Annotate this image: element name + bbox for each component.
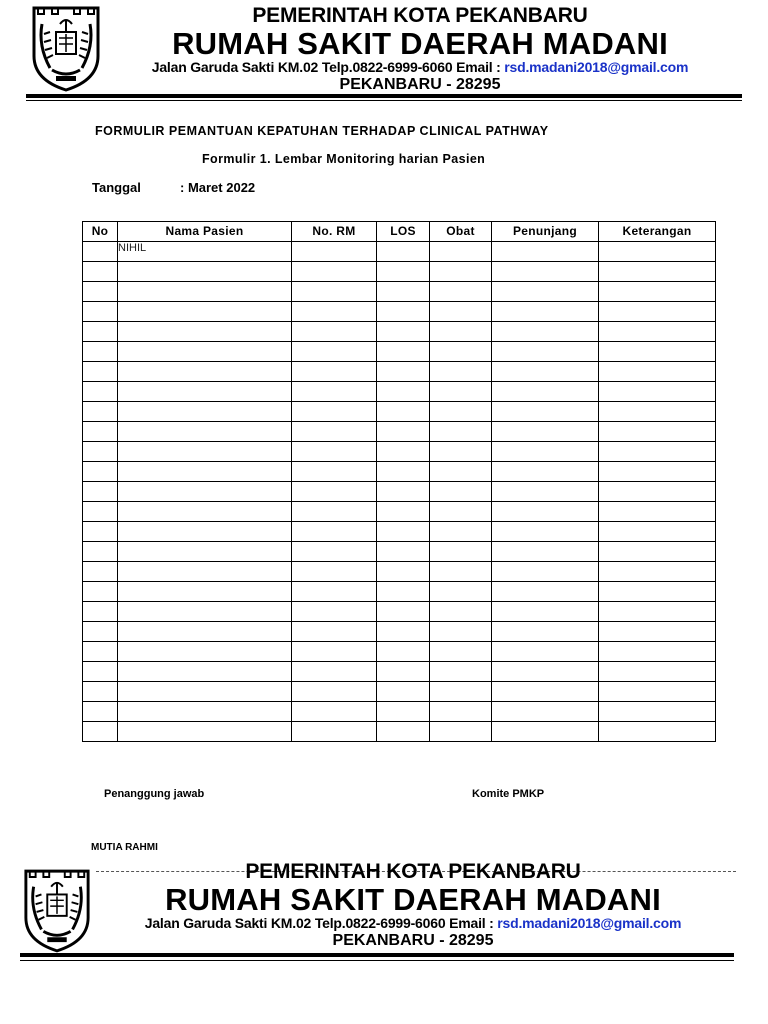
hospital-name: RUMAH SAKIT DAERAH MADANI bbox=[172, 26, 668, 61]
cell-los bbox=[377, 622, 430, 642]
cell-penunjang bbox=[492, 502, 599, 522]
hospital-address bbox=[140, 59, 700, 76]
cell-obat bbox=[430, 702, 492, 722]
cell-no-rm bbox=[292, 422, 377, 442]
cell-penunjang bbox=[492, 342, 599, 362]
cell-no bbox=[83, 482, 118, 502]
cell-nama-pasien bbox=[118, 342, 292, 362]
column-header-penunjang: Penunjang bbox=[492, 222, 599, 242]
table-row bbox=[83, 522, 716, 542]
cell-no bbox=[83, 682, 118, 702]
hospital-name: RUMAH SAKIT DAERAH MADANI bbox=[165, 882, 661, 917]
table-row bbox=[83, 282, 716, 302]
date-label: Tanggal bbox=[92, 180, 141, 195]
column-header-keterangan: Keterangan bbox=[599, 222, 716, 242]
cell-no bbox=[83, 502, 118, 522]
cell-no-rm bbox=[292, 262, 377, 282]
letterhead-rule-thin bbox=[20, 960, 734, 961]
cell-no-rm bbox=[292, 442, 377, 462]
cell-no bbox=[83, 442, 118, 462]
cell-obat bbox=[430, 302, 492, 322]
cell-keterangan bbox=[599, 302, 716, 322]
cell-obat bbox=[430, 402, 492, 422]
cell-nama-pasien bbox=[118, 382, 292, 402]
cell-penunjang bbox=[492, 382, 599, 402]
cell-no bbox=[83, 362, 118, 382]
cell-nama-pasien bbox=[118, 442, 292, 462]
cell-los bbox=[377, 262, 430, 282]
table-row bbox=[83, 542, 716, 562]
cell-no-rm bbox=[292, 382, 377, 402]
cell-los bbox=[377, 662, 430, 682]
cell-penunjang bbox=[492, 482, 599, 502]
cell-penunjang bbox=[492, 662, 599, 682]
cell-keterangan bbox=[599, 242, 716, 262]
cell-no-rm bbox=[292, 242, 377, 262]
form-subtitle: Formulir 1. Lembar Monitoring harian Pasien bbox=[202, 152, 486, 166]
cell-penunjang bbox=[492, 262, 599, 282]
cell-obat bbox=[430, 682, 492, 702]
column-header-los: LOS bbox=[377, 222, 430, 242]
cell-nama-pasien: NIHIL bbox=[118, 242, 292, 262]
column-header-nama-pasien: Nama Pasien bbox=[118, 222, 292, 242]
hospital-address bbox=[128, 915, 698, 932]
cell-no-rm bbox=[292, 562, 377, 582]
cell-no bbox=[83, 522, 118, 542]
cell-no-rm bbox=[292, 722, 377, 742]
cell-los bbox=[377, 422, 430, 442]
table-header-row bbox=[83, 222, 716, 242]
letterhead-bottom bbox=[0, 856, 768, 966]
cell-penunjang bbox=[492, 242, 599, 262]
cell-keterangan bbox=[599, 402, 716, 422]
cell-no bbox=[83, 322, 118, 342]
letterhead-top bbox=[0, 0, 768, 104]
cell-nama-pasien bbox=[118, 262, 292, 282]
table-row bbox=[83, 702, 716, 722]
cell-no-rm bbox=[292, 702, 377, 722]
cell-los bbox=[377, 542, 430, 562]
cell-obat bbox=[430, 482, 492, 502]
cell-obat bbox=[430, 502, 492, 522]
cell-nama-pasien bbox=[118, 702, 292, 722]
cell-keterangan bbox=[599, 342, 716, 362]
hospital-city: PEKANBARU - 28295 bbox=[332, 932, 494, 949]
cell-los bbox=[377, 302, 430, 322]
cell-los bbox=[377, 382, 430, 402]
cell-penunjang bbox=[492, 582, 599, 602]
cell-los bbox=[377, 322, 430, 342]
cell-penunjang bbox=[492, 422, 599, 442]
cell-no-rm bbox=[292, 302, 377, 322]
table-row bbox=[83, 582, 716, 602]
table-row bbox=[83, 242, 716, 262]
table-row bbox=[83, 442, 716, 462]
table-row bbox=[83, 502, 716, 522]
email-link[interactable]: rsd.madani2018@gmail.com bbox=[497, 915, 682, 931]
cell-no-rm bbox=[292, 522, 377, 542]
cell-no-rm bbox=[292, 402, 377, 422]
cell-no bbox=[83, 542, 118, 562]
cell-keterangan bbox=[599, 322, 716, 342]
cell-nama-pasien bbox=[118, 322, 292, 342]
cell-keterangan bbox=[599, 682, 716, 702]
cell-keterangan bbox=[599, 462, 716, 482]
cell-los bbox=[377, 502, 430, 522]
cell-keterangan bbox=[599, 722, 716, 742]
cell-no bbox=[83, 702, 118, 722]
cell-keterangan bbox=[599, 382, 716, 402]
cell-no-rm bbox=[292, 342, 377, 362]
cell-obat bbox=[430, 522, 492, 542]
cell-penunjang bbox=[492, 362, 599, 382]
government-name: PEMERINTAH KOTA PEKANBARU bbox=[245, 860, 581, 883]
cell-keterangan bbox=[599, 662, 716, 682]
cell-obat bbox=[430, 342, 492, 362]
table-row bbox=[83, 302, 716, 322]
signer-name: MUTIA RAHMI bbox=[91, 842, 158, 853]
table-row bbox=[83, 562, 716, 582]
cell-keterangan bbox=[599, 702, 716, 722]
cell-no-rm bbox=[292, 662, 377, 682]
cell-keterangan bbox=[599, 442, 716, 462]
cell-no-rm bbox=[292, 582, 377, 602]
column-header-no: No bbox=[83, 222, 118, 242]
cell-penunjang bbox=[492, 302, 599, 322]
cell-keterangan bbox=[599, 602, 716, 622]
cell-nama-pasien bbox=[118, 402, 292, 422]
cell-obat bbox=[430, 602, 492, 622]
column-header-obat: Obat bbox=[430, 222, 492, 242]
cell-nama-pasien bbox=[118, 502, 292, 522]
cell-no bbox=[83, 622, 118, 642]
table-row bbox=[83, 362, 716, 382]
cell-penunjang bbox=[492, 642, 599, 662]
table-row bbox=[83, 342, 716, 362]
table-row bbox=[83, 382, 716, 402]
cell-nama-pasien bbox=[118, 462, 292, 482]
table-row bbox=[83, 322, 716, 342]
table-row bbox=[83, 662, 716, 682]
cell-nama-pasien bbox=[118, 542, 292, 562]
table-row bbox=[83, 402, 716, 422]
cell-no bbox=[83, 242, 118, 262]
cell-obat bbox=[430, 462, 492, 482]
cell-no bbox=[83, 662, 118, 682]
email-link[interactable]: rsd.madani2018@gmail.com bbox=[504, 59, 689, 75]
cell-no-rm bbox=[292, 542, 377, 562]
government-name: PEMERINTAH KOTA PEKANBARU bbox=[252, 4, 588, 27]
cell-los bbox=[377, 442, 430, 462]
cell-los bbox=[377, 362, 430, 382]
cell-penunjang bbox=[492, 682, 599, 702]
cell-los bbox=[377, 462, 430, 482]
cell-obat bbox=[430, 362, 492, 382]
cell-nama-pasien bbox=[118, 482, 292, 502]
letterhead-rule-thick bbox=[26, 94, 742, 98]
cell-penunjang bbox=[492, 522, 599, 542]
cell-obat bbox=[430, 562, 492, 582]
kota-pekanbaru-emblem-icon bbox=[30, 6, 102, 92]
cell-no bbox=[83, 382, 118, 402]
cell-no-rm bbox=[292, 622, 377, 642]
cell-no-rm bbox=[292, 322, 377, 342]
table-row bbox=[83, 622, 716, 642]
cell-keterangan bbox=[599, 622, 716, 642]
cell-no-rm bbox=[292, 642, 377, 662]
cell-obat bbox=[430, 662, 492, 682]
cell-los bbox=[377, 702, 430, 722]
table-row bbox=[83, 722, 716, 742]
cell-no-rm bbox=[292, 602, 377, 622]
kota-pekanbaru-emblem-icon bbox=[22, 868, 92, 954]
cell-obat bbox=[430, 282, 492, 302]
cell-los bbox=[377, 582, 430, 602]
cell-los bbox=[377, 522, 430, 542]
table-body bbox=[83, 242, 716, 742]
cell-no-rm bbox=[292, 362, 377, 382]
cell-nama-pasien bbox=[118, 522, 292, 542]
cell-no bbox=[83, 422, 118, 442]
cell-keterangan bbox=[599, 282, 716, 302]
cell-penunjang bbox=[492, 442, 599, 462]
cell-keterangan bbox=[599, 362, 716, 382]
cell-keterangan bbox=[599, 482, 716, 502]
cell-los bbox=[377, 482, 430, 502]
letterhead-text bbox=[128, 860, 698, 950]
cell-no-rm bbox=[292, 682, 377, 702]
cell-los bbox=[377, 602, 430, 622]
letterhead-text bbox=[140, 4, 700, 94]
cell-penunjang bbox=[492, 402, 599, 422]
cell-penunjang bbox=[492, 462, 599, 482]
committee-label: Komite PMKP bbox=[472, 788, 545, 800]
table-row bbox=[83, 682, 716, 702]
cell-nama-pasien bbox=[118, 682, 292, 702]
cell-no bbox=[83, 282, 118, 302]
table-row bbox=[83, 462, 716, 482]
cell-no bbox=[83, 722, 118, 742]
cell-nama-pasien bbox=[118, 662, 292, 682]
cell-no bbox=[83, 642, 118, 662]
cell-no bbox=[83, 342, 118, 362]
cell-obat bbox=[430, 442, 492, 462]
cell-los bbox=[377, 342, 430, 362]
cell-obat bbox=[430, 542, 492, 562]
cell-obat bbox=[430, 262, 492, 282]
cell-obat bbox=[430, 582, 492, 602]
cell-no bbox=[83, 402, 118, 422]
table-row bbox=[83, 642, 716, 662]
cell-nama-pasien bbox=[118, 282, 292, 302]
cell-no bbox=[83, 262, 118, 282]
cell-no-rm bbox=[292, 502, 377, 522]
date-value: : Maret 2022 bbox=[180, 180, 256, 195]
cell-penunjang bbox=[492, 602, 599, 622]
cell-keterangan bbox=[599, 642, 716, 662]
cell-keterangan bbox=[599, 582, 716, 602]
cell-no bbox=[83, 462, 118, 482]
cell-obat bbox=[430, 322, 492, 342]
cell-nama-pasien bbox=[118, 302, 292, 322]
cell-nama-pasien bbox=[118, 642, 292, 662]
cell-nama-pasien bbox=[118, 422, 292, 442]
form-title: FORMULIR PEMANTUAN KEPATUHAN TERHADAP CLINICAL PATHWAY bbox=[95, 124, 549, 138]
cell-no-rm bbox=[292, 462, 377, 482]
table-row bbox=[83, 482, 716, 502]
monitoring-table bbox=[82, 221, 716, 742]
cell-keterangan bbox=[599, 422, 716, 442]
cell-no-rm bbox=[292, 482, 377, 502]
cell-obat bbox=[430, 722, 492, 742]
cell-obat bbox=[430, 642, 492, 662]
letterhead-rule-thin bbox=[26, 100, 742, 101]
cell-nama-pasien bbox=[118, 722, 292, 742]
cell-los bbox=[377, 282, 430, 302]
column-header-no-rm: No. RM bbox=[292, 222, 377, 242]
responsible-label: Penanggung jawab bbox=[104, 788, 205, 800]
cell-no bbox=[83, 582, 118, 602]
cell-nama-pasien bbox=[118, 562, 292, 582]
table-row bbox=[83, 262, 716, 282]
cell-no bbox=[83, 302, 118, 322]
cell-los bbox=[377, 562, 430, 582]
cell-los bbox=[377, 642, 430, 662]
cell-los bbox=[377, 722, 430, 742]
address-text: Jalan Garuda Sakti KM.02 Telp.0822-6999-6060 Email : bbox=[151, 59, 505, 75]
cell-los bbox=[377, 242, 430, 262]
address-text: Jalan Garuda Sakti KM.02 Telp.0822-6999-6060 Email : bbox=[144, 915, 498, 931]
cell-keterangan bbox=[599, 562, 716, 582]
cell-penunjang bbox=[492, 722, 599, 742]
cell-keterangan bbox=[599, 502, 716, 522]
cell-keterangan bbox=[599, 262, 716, 282]
hospital-city: PEKANBARU - 28295 bbox=[339, 76, 501, 93]
letterhead-rule-thick bbox=[20, 953, 734, 957]
cell-obat bbox=[430, 382, 492, 402]
cell-penunjang bbox=[492, 282, 599, 302]
cell-obat bbox=[430, 242, 492, 262]
cell-obat bbox=[430, 422, 492, 442]
cell-penunjang bbox=[492, 702, 599, 722]
cell-los bbox=[377, 402, 430, 422]
cell-no-rm bbox=[292, 282, 377, 302]
cell-nama-pasien bbox=[118, 622, 292, 642]
cell-los bbox=[377, 682, 430, 702]
cell-no bbox=[83, 562, 118, 582]
table-row bbox=[83, 602, 716, 622]
cell-obat bbox=[430, 622, 492, 642]
cell-penunjang bbox=[492, 622, 599, 642]
cell-nama-pasien bbox=[118, 582, 292, 602]
cell-nama-pasien bbox=[118, 362, 292, 382]
cell-penunjang bbox=[492, 322, 599, 342]
cell-keterangan bbox=[599, 522, 716, 542]
cell-penunjang bbox=[492, 542, 599, 562]
table-row bbox=[83, 422, 716, 442]
cell-nama-pasien bbox=[118, 602, 292, 622]
cell-no bbox=[83, 602, 118, 622]
cell-keterangan bbox=[599, 542, 716, 562]
cell-penunjang bbox=[492, 562, 599, 582]
